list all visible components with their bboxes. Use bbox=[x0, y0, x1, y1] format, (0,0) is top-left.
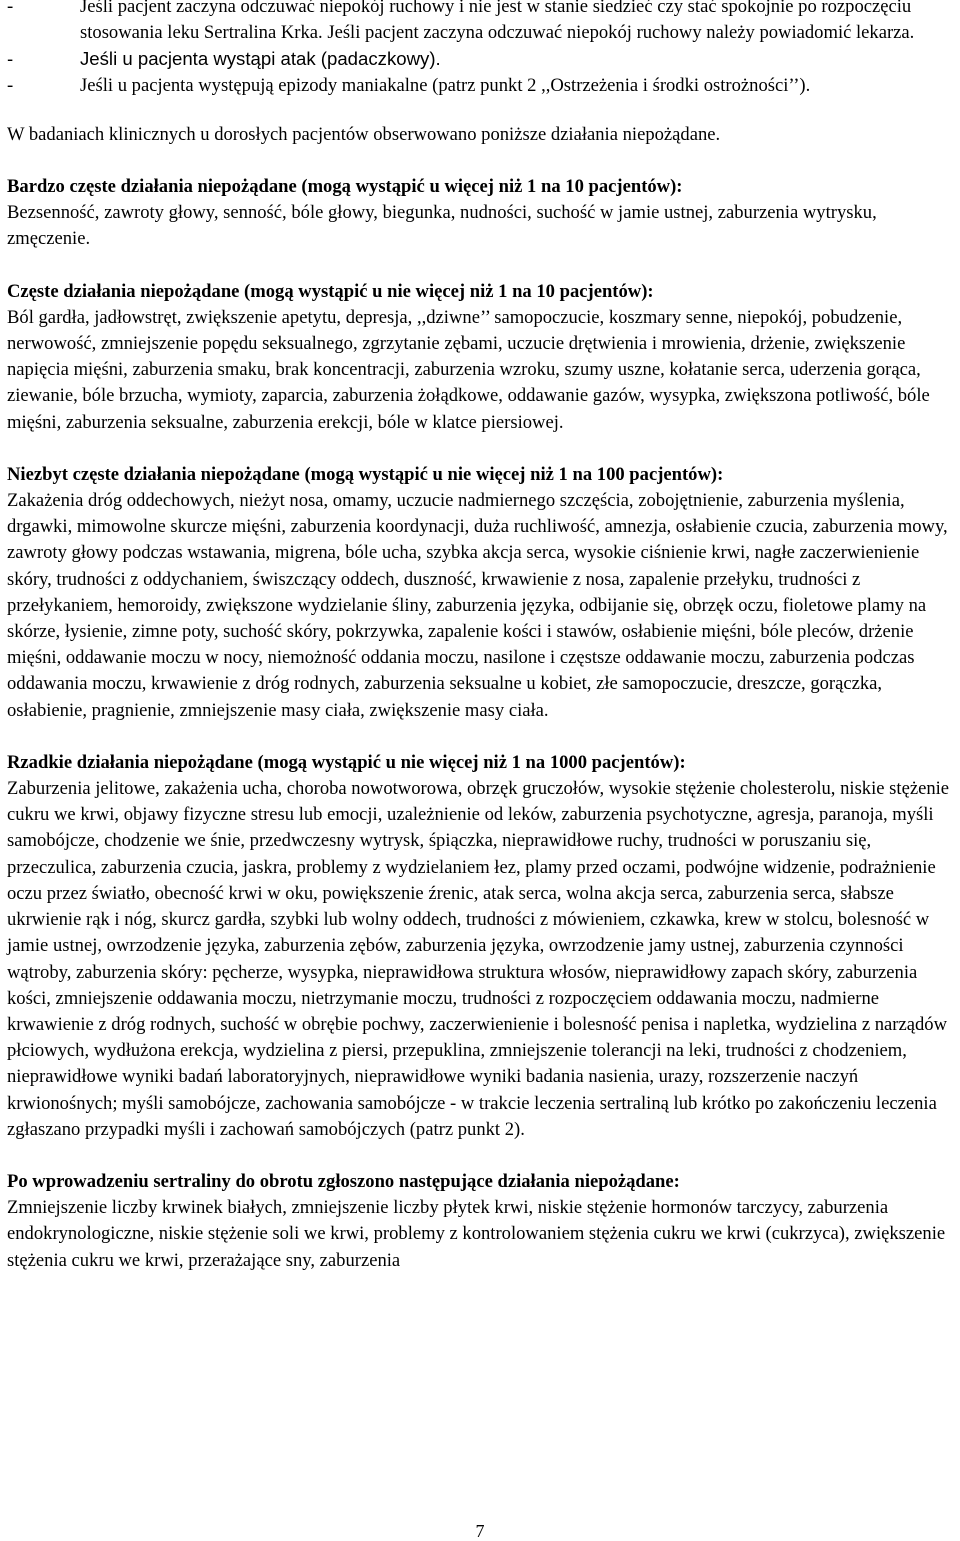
section-common bbox=[7, 279, 955, 436]
document-page bbox=[7, 0, 955, 1274]
warning-bullet-list bbox=[7, 0, 955, 99]
bullet-item bbox=[7, 73, 955, 99]
bullet-item bbox=[7, 46, 955, 72]
section-body: Zmniejszenie liczby krwinek białych, zmniejszenie liczby płytek krwi, niskie stężenie hormonów tarczycy, zaburzenia endokrynologiczne, niskie stężenie soli we krwi, problemy z kontrolowaniem stężenia cukru we krwi (cukrzyca), zwiększenie stężenia cukru we krwi, przerażające sny, zaburzenia bbox=[7, 1197, 946, 1271]
section-post-marketing bbox=[7, 1169, 955, 1274]
section-heading: Rzadkie działania niepożądane (mogą wystąpić u nie więcej niż 1 na 1000 pacjentów): bbox=[7, 751, 686, 773]
section-heading: Częste działania niepożądane (mogą wystąpić u nie więcej niż 1 na 10 pacjentów): bbox=[7, 280, 654, 302]
page-number: 7 bbox=[475, 1521, 485, 1541]
section-heading: Po wprowadzeniu sertraliny do obrotu zgłoszono następujące działania niepożądane: bbox=[7, 1170, 680, 1192]
bullet-dash: - bbox=[7, 74, 14, 96]
section-heading: Bardzo częste działania niepożądane (mogą wystąpić u więcej niż 1 na 10 pacjentów): bbox=[7, 176, 683, 198]
intro-paragraph: W badaniach klinicznych u dorosłych pacjentów obserwowano poniższe działania niepożądane. bbox=[7, 123, 721, 145]
section-body: Zakażenia dróg oddechowych, nieżyt nosa, omamy, uczucie nadmiernego szczęścia, zobojętnienie, zaburzenia myślenia, drgawki, mimowolne skurcze mięśni, zaburzenia koordynacji, duża ruchliwość, amnezja, osłabienie czucia, zaburzenia mowy, zawroty głowy podczas wstawania, migrena, bóle ucha, szybka akcja serca, wysokie ciśnienie krwi, nagłe zaczerwienienie skóry, trudności z oddychaniem, świszczący oddech, duszność, krwawienie z nosa, zapalenie przełyku, trudności z przełykaniem, hemoroidy, zwiększone wydzielanie śliny, zaburzenia języka, odbijanie się, obrzęk oczu, fioletowe plamy na skórze, łysienie, zimne poty, suchość skóry, pokrzywka, zapalenie kości i stawów, osłabienie mięśni, bóle pleców, drżenie mięśni, oddawanie moczu w nocy, niemożność oddania moczu, nasilone i częstsze oddawanie moczu, zaburzenia podczas oddawania moczu, krwawienie z dróg rodnych, zaburzenia seksualne u kobiet, złe samopoczucie, dreszcze, gorączka, osłabienie, pragnienie, zmniejszenie masy ciała, zwiększenie masy ciała. bbox=[7, 490, 948, 721]
bullet-text: Jeśli pacjent zaczyna odczuwać niepokój ruchowy i nie jest w stanie siedzieć czy stać spokojnie po rozpoczęciu stosowania leku Sertralina Krka. Jeśli pacjent zaczyna odczuwać niepokój ruchowy należy powiadomić lekarza. bbox=[80, 0, 915, 44]
bullet-text: Jeśli u pacjenta wystąpi atak (padaczkowy). bbox=[80, 48, 441, 70]
bullet-dash: - bbox=[7, 0, 14, 17]
bullet-text: Jeśli u pacjenta występują epizody maniakalne (patrz punkt 2 ,,Ostrzeżenia i środki ostrożności’’). bbox=[80, 74, 811, 96]
section-uncommon bbox=[7, 462, 955, 724]
section-body: Bezsenność, zawroty głowy, senność, bóle głowy, biegunka, nudności, suchość w jamie ustnej, zaburzenia wytrysku, zmęczenie. bbox=[7, 202, 877, 250]
bullet-item bbox=[7, 0, 955, 46]
bullet-dash: - bbox=[7, 48, 14, 70]
section-very-common bbox=[7, 174, 955, 253]
section-body: Ból gardła, jadłowstręt, zwiększenie apetytu, depresja, ,,dziwne’’ samopoczucie, koszmary senne, niepokój, pobudzenie, nerwowość, zmniejszenie popędu seksualnego, zgrzytanie zębami, uczucie drętwienia i mrowienia, drżenie, zwiększenie napięcia mięśni, zaburzenia smaku, brak koncentracji, zaburzenia wzroku, szumy uszne, kołatanie serca, uderzenia gorąca, ziewanie, bóle brzucha, wymioty, zaparcia, zaburzenia żołądkowe, oddawanie gazów, wysypka, zwiększona potliwość, bóle mięśni, zaburzenia seksualne, zaburzenia erekcji, bóle w klatce piersiowej. bbox=[7, 306, 930, 433]
section-rare bbox=[7, 750, 955, 1143]
section-body: Zaburzenia jelitowe, zakażenia ucha, choroba nowotworowa, obrzęk gruczołów, wysokie stężenie cholesterolu, niskie stężenie cukru we krwi, objawy fizyczne stresu lub emocji, uzależnienie od leków, zaburzenia psychotyczne, agresja, paranoja, myśli samobójcze, chodzenie we śnie, przedwczesny wytrysk, śpiączka, nieprawidłowe ruchy, trudności w poruszaniu się, przeczulica, zaburzenia czucia, jaskra, problemy z wydzielaniem łez, plamy przed oczami, podwójne widzenie, podrażnienie oczu przez światło, obecność krwi w oku, powiększenie źrenic, atak serca, wolna akcja serca, zaburzenia serca, słabsze ukrwienie rąk i nóg, skurcz gardła, szybki lub wolny oddech, trudności z mówieniem, czkawka, krew w stolcu, bolesność w jamie ustnej, owrzodzenie języka, zaburzenia zębów, zaburzenia języka, owrzodzenie jamy ustnej, zaburzenia czynności wątroby, zaburzenia skóry: pęcherze, wysypka, nieprawidłowa struktura włosów, nieprawidłowy zapach skóry, zaburzenia kości, zmniejszenie oddawania moczu, nietrzymanie moczu, trudności z rozpoczęciem oddawania moczu, nadmierne krwawienie z dróg rodnych, suchość w obrębie pochwy, zaczerwienienie i bolesność penisa i napletka, wydzielina z narządów płciowych, wydłużona erekcja, wydzielina z piersi, przepuklina, zmniejszenie tolerancji na leki, trudności z chodzeniem, nieprawidłowe wyniki badań laboratoryjnych, nieprawidłowe wyniki badania nasienia, urazy, rozszerzenie naczyń krwionośnych; myśli samobójcze, zachowania samobójcze - w trakcie leczenia sertraliną lub krótko po zakończeniu leczenia zgłaszano przypadki myśli i zachowań samobójczych (patrz punkt 2). bbox=[7, 778, 950, 1140]
section-heading: Niezbyt częste działania niepożądane (mogą wystąpić u nie więcej niż 1 na 100 pacjentów): bbox=[7, 463, 724, 485]
